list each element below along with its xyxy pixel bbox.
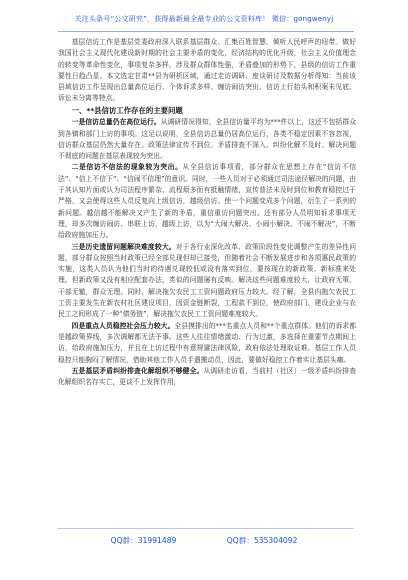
footer-qq-group-1: QQ群：31991489	[110, 536, 177, 545]
paragraph-1-lead: 一是信访总量仍在高位运行。	[71, 118, 161, 127]
footer-divider	[58, 528, 354, 529]
paragraph-2-lead: 二是信访不信法的现象较为突出。	[71, 163, 183, 172]
paragraph-1	[58, 117, 356, 162]
footer-qq-group-2: QQ群：535304092	[226, 536, 298, 545]
paragraph-3-text: 对于各行业深化改革、政策阶段性变化调整产生的差异性问题，部分群众按照当时政策已经全部兑现但却已接受，但随着社会不断发展进步和各项惠民政策的实施，这类人员认为他们当时的待遇兑现较低或没有落实到位，要按现在的新政策、新标准来处理。但新政策又没有相应配套办法，类似的问题屡有反映。解决这些问题难度较大，让政府无策、干部无辙，群众无理。同时，解决拖欠农民工工资问题政府压力较大。经了解，全县内拖欠农民工工资主要发生在新农村社区建设项目，因资金链断裂，工程款不到位，使政府部门、建设企业与农民工之间形成了一种“债务链”，解决拖欠农民工工资问题难度较大。	[58, 242, 357, 319]
document-body	[58, 37, 356, 388]
paragraph-5	[58, 366, 356, 389]
section-heading: 一、**县信访工作存在的主要问题	[71, 105, 183, 115]
paragraph-2-text: 从全县信访事项看，部分群众在思想上存在“信访不信法”、“信上不信下”、“信闹不信理”的意识。同时，一些人员对于必须通过司法途径解决的问题，由于其认知片面或认为司法程序繁杂、流程烦多而有抵触情绪，宣传普法未及时到位和教育稳控过于严格，又会使得这些人员反复向上级信访，越级信访。使一个问题变成多个问题，衍生了一系列的新问题。越信越不能解决又产生了新的矛盾，重信重访问题突出。还有部分人员明知诉求事项无理，却多次缠访闹访、串联上访、越级上访，以为“大闹大解决、小闹小解决、不闹不解决”，不断给政府施加压力。	[58, 163, 356, 240]
header-divider	[58, 31, 354, 32]
paragraph-3-lead: 三是历史遗留问题解决难度较大。	[71, 242, 176, 251]
paragraph-1-text: 从调研情况得知，全县信访量平均为***件以上，这还不包括群众到各镇和部门上访的事项。这足以说明，全县信访总量仍居高位运行，各类不稳定因素不容忽视，信访群众基层仍然大量存在。政策法律宣传不到位、矛盾排查不深入、纠纷化解不及时、解决问题不彻底的问题在基层表现较为突出。	[58, 118, 357, 161]
paragraph-3	[58, 242, 356, 321]
paragraph-5-text: 从调研走访看，当前村（社区）一级矛盾纠纷排查化解组织名存实亡，更谈不上发挥作用，	[58, 366, 357, 387]
intro-paragraph: 基层信访工作是基层党委政府深入联系基层群众、汇集百姓智慧、倾听人民呼声的纽带。做好我国社会主义现代化建设新时期的社会主要矛盾的变化，经济结构的优化升级，社会主义价值理念的转变等革命性变化，事项复杂多样，涉及群众群体性强，矛盾叠加的形势下，县级的信访工作重要性日趋凸显。本文选定甘肃**县为研析区域，通过走访调研、座谈研讨及数据分析得知：当前该县域信访工作呈现出总量高位运行、个体诉求多样、缠访闹访突出、信访上行抬头和积案未见底、诉讼未分离等特点。	[58, 38, 356, 103]
paragraph-4-lead: 四是重点人员稳控社会压力较大。	[71, 321, 175, 330]
paragraph-2	[58, 162, 356, 241]
paragraph-4-text: 全县摸排出的***名重点人员和**个重点群体。他们的诉求都是越政策界线，多次调解都无法予事。这些人往往情绪激动、行为过激，多选择在重要节点期间上访，给政府施加压力，并且在上访过程中有意规避法律风险，政府依法处理取证难。基层工作人员稳控只能胸闷了解情况，借助其他工作人员手遣搬动员，因此，要做好稳控工作着实让基层头痛。	[58, 321, 356, 364]
page-header: 关注头条号“公文研究”，获得最新最全最专业的公文资料库！ 微信：gongwenyj	[74, 15, 334, 23]
paragraph-5-lead: 五是基层矛盾纠纷排查化解组织不够健全。	[71, 366, 204, 375]
paragraph-4	[58, 321, 356, 366]
page-footer	[0, 535, 408, 546]
